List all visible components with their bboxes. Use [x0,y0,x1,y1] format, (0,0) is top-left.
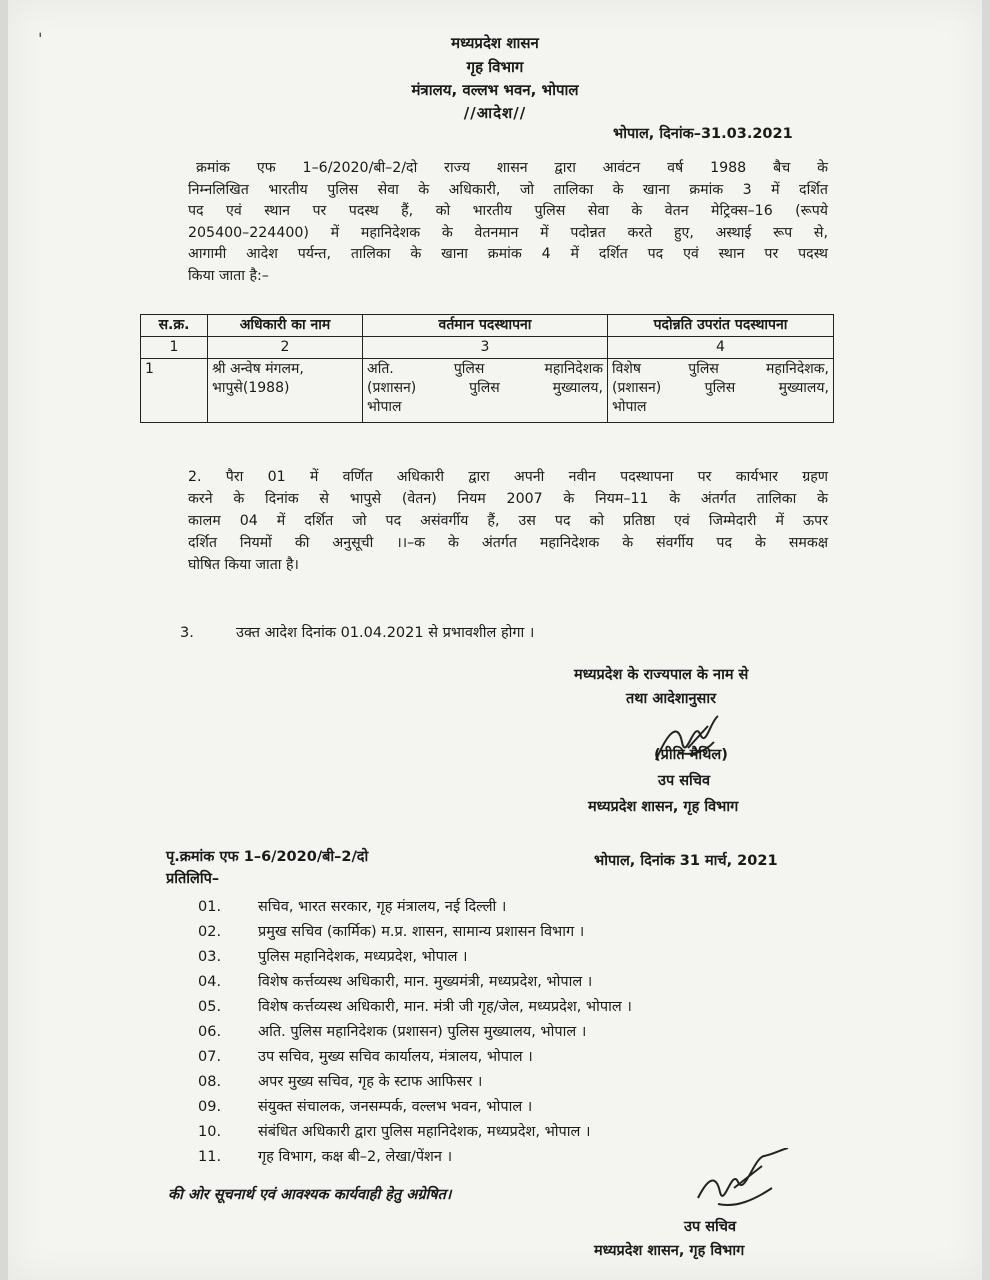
col-number: 1 [141,337,208,359]
signatory-department: मध्यप्रदेश शासन, गृह विभाग [588,799,739,815]
list-item-number: 02. [198,924,222,940]
col-number: 4 [608,337,834,359]
paragraph-1 [188,158,828,288]
col-header-current: वर्तमान पदस्थापना [363,315,608,337]
list-item [198,1123,590,1141]
list-item [198,948,468,966]
list-item-number: 09. [198,1099,222,1115]
copy-label: प्रतिलिपि– [166,871,220,887]
list-item-text: प्रमुख सचिव (कार्मिक) म.प्र. शासन, सामान्य प्रशासन विभाग । [258,924,585,940]
endorsement-date: भोपाल, दिनांक 31 मार्च, 2021 [594,853,778,869]
list-item-text: गृह विभाग, कक्ष बी–2, लेखा/पेंशन । [258,1149,453,1165]
paragraph-3-text: उक्त आदेश दिनांक 01.04.2021 से प्रभावशील होगा । [236,625,535,641]
paragraph-1-line: निम्नलिखित भारतीय पुलिस सेवा के अधिकारी, जो तालिका के खाना क्रमांक 3 में दर्शित [188,181,828,198]
governor-authority: मध्यप्रदेश के राज्यपाल के नाम से [574,667,749,683]
col-header-promoted: पदोन्नति उपरांत पदस्थापना [608,315,834,337]
paragraph-2-line: घोषित किया जाता है। [188,557,299,573]
cell-promoted-posting [608,359,834,423]
document-page [8,0,982,1280]
table-row [141,359,834,423]
list-item-text: विशेष कर्त्तव्यस्थ अधिकारी, मान. मुख्यमंत्री, मध्यप्रदेश, भोपाल । [258,974,593,990]
list-item-number: 11. [198,1149,222,1165]
officer-service: भापुसे(1988) [212,380,290,396]
list-item-number: 03. [198,949,222,965]
col-header-sno: स.क्र. [141,315,208,337]
signature-scribble [688,1148,798,1218]
cell-name [208,359,363,423]
paragraph-1-line: पद एवं स्थान पर पदस्थ हैं, को भारतीय पुलिस सेवा के वेतन मेट्रिक्स–16 (रूपये [188,203,828,220]
govt-title: मध्यप्रदेश शासन [451,34,539,52]
promoted-posting-line: भोपाल [612,399,647,415]
order-heading: //आदेश// [463,104,527,122]
list-item-number: 06. [198,1024,222,1040]
signatory2-designation: उप सचिव [684,1219,737,1235]
department-title: गृह विभाग [466,58,524,76]
current-posting-line: अति. पुलिस महानिदेशक [367,361,603,377]
list-item-text: अपर मुख्य सचिव, गृह के स्टाफ आफिसर । [258,1074,483,1090]
officer-name: श्री अन्वेष मंगलम, [212,361,304,377]
office-address: मंत्रालय, वल्लभ भवन, भोपाल [411,81,579,99]
forwarding-note: की ओर सूचनार्थ एवं आवश्यक कार्यवाही हेतु अग्रेषित। [168,1187,452,1203]
list-item [198,998,632,1016]
paragraph-1-line: 205400–224400) में महानिदेशक के वेतनमान में पदोन्नत करते हुए, अस्थाई रूप से, [188,224,828,241]
list-item-text: विशेष कर्त्तव्यस्थ अधिकारी, मान. मंत्री जी गृह/जेल, मध्यप्रदेश, भोपाल । [258,999,632,1015]
paragraph-2 [188,466,828,576]
table-number-row [141,337,834,359]
list-item [198,923,584,941]
list-item-number: 07. [198,1049,222,1065]
paragraph-3-number: 3. [180,625,194,641]
signatory-name: (प्रीति मैथिल) [654,747,728,763]
paragraph-2-line: 2. पैरा 01 में वर्णित अधिकारी द्वारा अपनी नवीन पदस्थापना पर कार्यभार ग्रहण [188,469,828,485]
list-item [198,1048,533,1066]
order-authority: तथा आदेशानुसार [626,691,717,707]
list-item [198,1073,482,1091]
endorsement-reference: पृ.क्रमांक एफ 1–6/2020/बी–2/दो [166,849,369,865]
cell-current-posting [363,359,608,423]
list-item [198,1098,532,1116]
current-posting-line: (प्रशासन) पुलिस मुख्यालय, [367,380,603,396]
col-number: 2 [208,337,363,359]
promoted-posting-line: विशेष पुलिस महानिदेशक, [612,361,829,377]
paragraph-2-line: करने के दिनांक से भापुसे (वेतन) नियम 2007 के नियम–11 के अंतर्गत तालिका के [188,491,828,507]
posting-table [140,314,834,423]
order-date: भोपाल, दिनांक–31.03.2021 [613,126,793,142]
list-item-number: 05. [198,999,222,1015]
list-item [198,1148,452,1166]
cell-sno: 1 [141,359,208,423]
list-item-number: 01. [198,899,222,915]
list-item-number: 10. [198,1124,222,1140]
paragraph-2-line: कालम 04 में दर्शित जो पद असंवर्गीय हैं, उस पद को प्रतिष्ठा एवं जिम्मेदारी में ऊपर [188,513,828,529]
list-item-text: अति. पुलिस महानिदेशक (प्रशासन) पुलिस मुख्यालय, भोपाल । [258,1024,587,1040]
list-item-text: उप सचिव, मुख्य सचिव कार्यालय, मंत्रालय, भोपाल । [258,1049,533,1065]
paragraph-1-line: क्रमांक एफ 1–6/2020/बी–2/दो राज्य शासन द्वारा आवंटन वर्ष 1988 बैच के [196,160,828,176]
col-header-name: अधिकारी का नाम [208,315,363,337]
list-item-text: सचिव, भारत सरकार, गृह मंत्रालय, नई दिल्ली । [258,899,507,915]
list-item [198,973,592,991]
list-item [198,1023,586,1041]
list-item [198,898,506,916]
paragraph-1-line: आगामी आदेश पर्यन्त, तालिका के खाना क्रमांक 4 में दर्शित पद एवं स्थान पर पदस्थ [188,246,828,263]
signatory-designation: उप सचिव [658,773,711,789]
signatory2-department: मध्यप्रदेश शासन, गृह विभाग [594,1243,745,1259]
paragraph-1-line: किया जाता है:– [188,267,269,284]
table-header-row [141,315,834,337]
list-item-text: संयुक्त संचालक, जनसम्पर्क, वल्लभ भवन, भोपाल । [258,1099,533,1115]
current-posting-line: भोपाल [367,399,402,415]
paragraph-2-line: दर्शित नियमों की अनुसूची ।।–क के अंतर्गत महानिदेशक के संवर्गीय पद के समकक्ष [188,535,828,551]
list-item-text: संबंधित अधिकारी द्वारा पुलिस महानिदेशक, मध्यप्रदेश, भोपाल । [258,1124,591,1140]
list-item-number: 08. [198,1074,222,1090]
col-number: 3 [363,337,608,359]
promoted-posting-line: (प्रशासन) पुलिस मुख्यालय, [612,380,829,396]
list-item-number: 04. [198,974,222,990]
corner-mark: ˈ [38,30,43,49]
list-item-text: पुलिस महानिदेशक, मध्यप्रदेश, भोपाल । [258,949,468,965]
